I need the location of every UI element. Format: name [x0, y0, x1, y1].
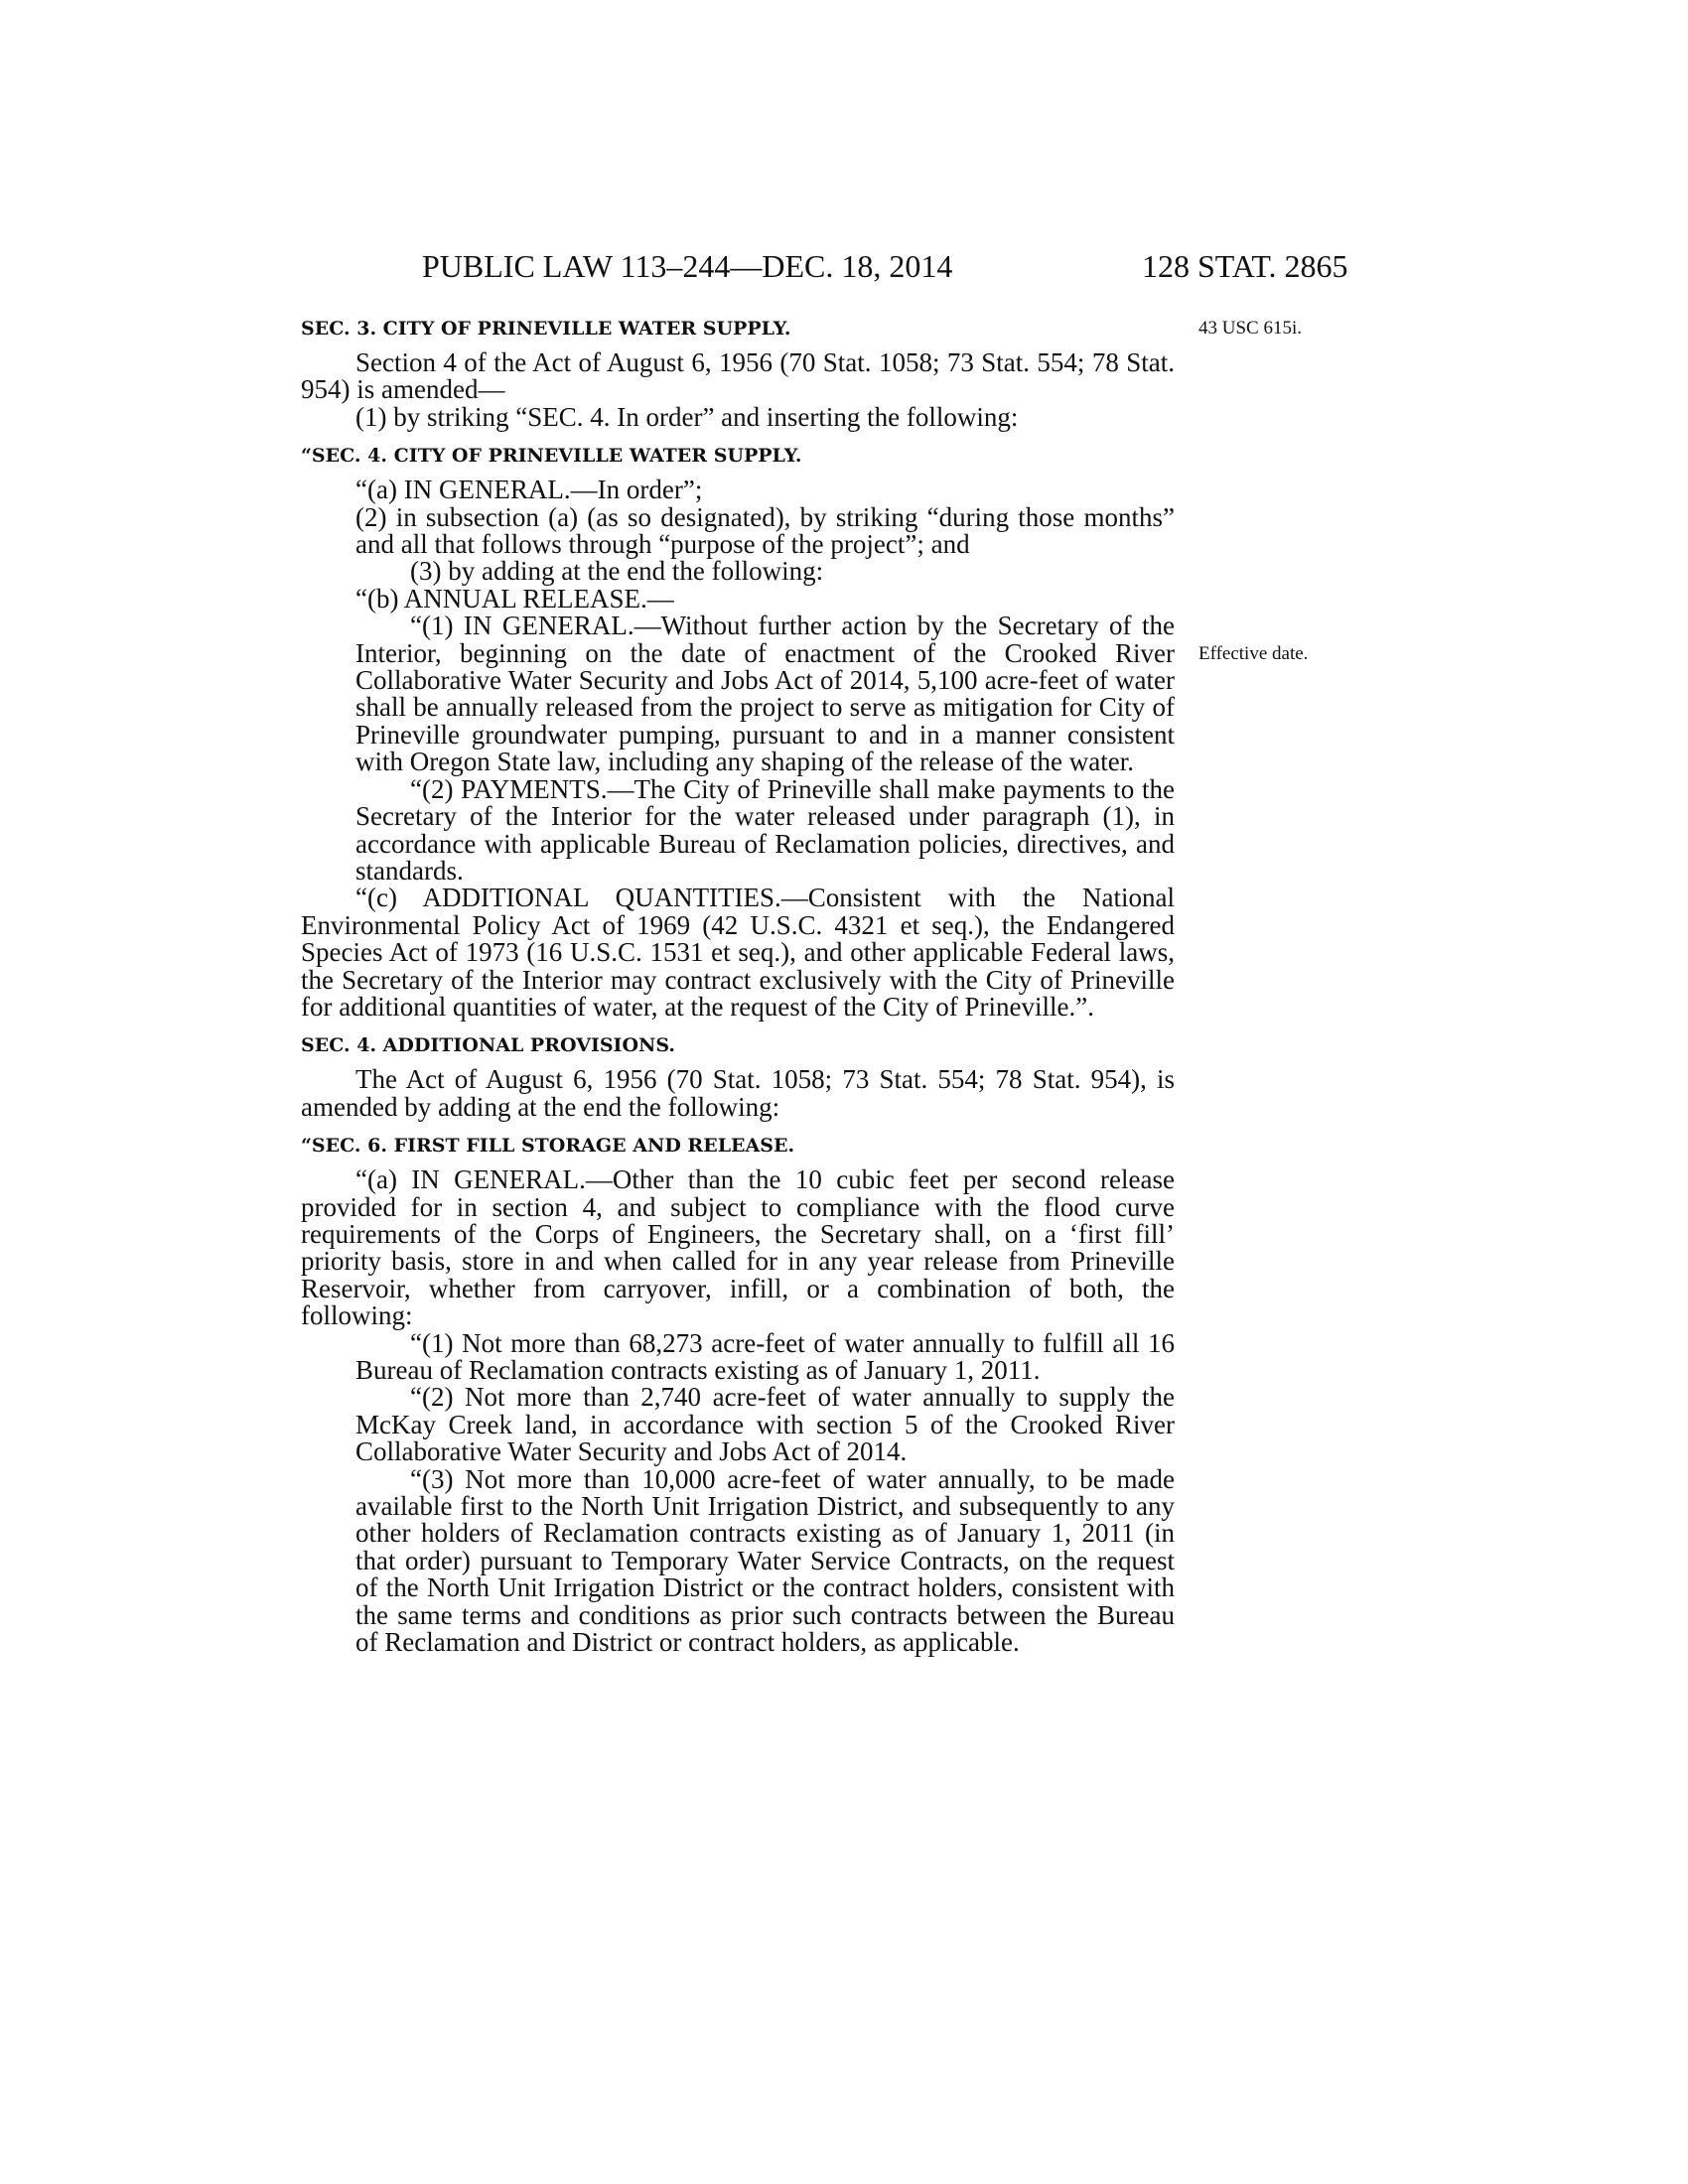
quoted-sec-6-heading: “SEC. 6. FIRST FILL STORAGE AND RELEASE.: [301, 1135, 795, 1158]
section-3-item-1: (1) by striking “SEC. 4. In order” and inserting the following:: [355, 401, 1019, 432]
section-4-heading: SEC. 4. ADDITIONAL PROVISIONS.: [301, 1034, 676, 1057]
quoted-sec-4-c: “(c) ADDITIONAL QUANTITIES.—Consistent with the National Environmental Policy Act of 1969 (42 U.S.C. 4321 et seq.), the Endangered Species Act of 1973 (16 U.S.C. 1531 et seq.), and other applicable Federal laws, the Secretary of the Interior may contract exclusively with the City of Prineville for additional quantities of water, at the request of the City of Prineville.”.: [301, 883, 1175, 1022]
quoted-sec-4-b-1: “(1) IN GENERAL.—Without further action by the Secretary of the Interior, beginning on the date of enactment of the Crooked River Collaborative Water Security and Jobs Act of 2014, 5,100 acre-feet of water shall be annually released from the project to serve as mitigation for City of Prineville groundwater pumping, pursuant to and in a manner consistent with Oregon State law, including any shaping of the release of the water.: [355, 611, 1175, 777]
margin-note-effective-date: Effective date.: [1198, 643, 1309, 664]
quoted-sec-4-b: “(b) ANNUAL RELEASE.—: [355, 583, 674, 614]
document-body: [301, 316, 1175, 1656]
quoted-sec-6-a-2: “(2) Not more than 2,740 acre-feet of water annually to supply the McKay Creek land, in accordance with section 5 of the Crooked River Collaborative Water Security and Jobs Act of 2014.: [355, 1382, 1175, 1467]
section-3-intro: Section 4 of the Act of August 6, 1956 (70 Stat. 1058; 73 Stat. 554; 78 Stat. 954) is amended—: [301, 347, 1175, 405]
section-3-heading: SEC. 3. CITY OF PRINEVILLE WATER SUPPLY.: [301, 318, 791, 340]
quoted-sec-4-a: “(a) IN GENERAL.—In order”;: [355, 475, 703, 505]
section-4-intro: The Act of August 6, 1956 (70 Stat. 1058; 73 Stat. 554; 78 Stat. 954), is amended by adding at the end the following:: [301, 1064, 1175, 1122]
quoted-sec-6-a: “(a) IN GENERAL.—Other than the 10 cubic feet per second release provided for in section 4, and subject to compliance with the flood curve requirements of the Corps of Engineers, the Secretary shall, on a ‘first fill’ priority basis, store in and when called for in any year release from Prineville Reservoir, whether from carryover, infill, or a combination of both, the following:: [301, 1164, 1175, 1331]
quoted-sec-6-a-3: “(3) Not more than 10,000 acre-feet of water annually, to be made available first to the North Unit Irrigation District, and subsequently to any other holders of Reclamation contracts existing as of January 1, 2011 (in that order) pursuant to Temporary Water Service Contracts, on the request of the North Unit Irrigation District or the contract holders, consistent with the same terms and conditions as prior such contracts between the Bureau of Reclamation and District or contract holders, as applicable.: [355, 1463, 1175, 1658]
statute-page-number: 128 STAT. 2865: [1142, 248, 1348, 284]
quoted-sec-4-heading: “SEC. 4. CITY OF PRINEVILLE WATER SUPPLY.: [301, 445, 802, 468]
quoted-sec-6-a-1: “(1) Not more than 68,273 acre-feet of water annually to fulfill all 16 Bureau of Reclamation contracts existing as of January 1, 2011.: [355, 1327, 1175, 1385]
margin-note-usc: 43 USC 615i.: [1198, 318, 1302, 339]
page-title: PUBLIC LAW 113–244—DEC. 18, 2014: [422, 248, 953, 284]
page-header: [0, 248, 1688, 288]
section-3-item-3: (3) by adding at the end the following:: [410, 556, 824, 587]
section-3-item-2: (2) in subsection (a) (as so designated), by striking “during those months” and all that follows through “purpose of the project”; and: [355, 501, 1175, 560]
quoted-sec-4-b-2: “(2) PAYMENTS.—The City of Prineville shall make payments to the Secretary of the Interior for the water released under paragraph (1), in accordance with applicable Bureau of Reclamation policies, directives, and standards.: [355, 773, 1175, 886]
